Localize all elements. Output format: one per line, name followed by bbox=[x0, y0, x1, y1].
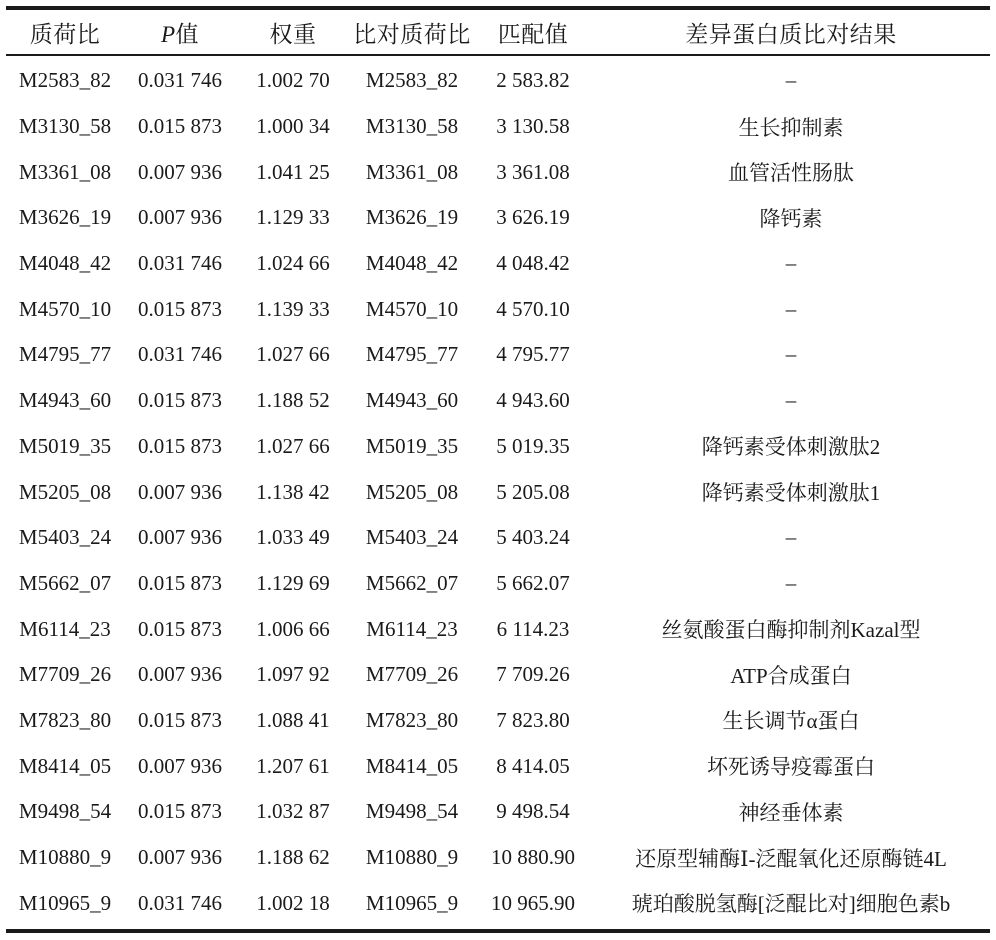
header-p-suffix: 值 bbox=[175, 21, 200, 47]
table-row bbox=[6, 743, 990, 789]
cell-compare-mz: M5019_35 bbox=[365, 433, 459, 458]
table-row bbox=[6, 286, 990, 332]
cell-weight: 1.207 61 bbox=[256, 753, 330, 778]
table-row bbox=[6, 469, 990, 515]
cell-weight: 1.139 33 bbox=[256, 296, 330, 321]
cell-result: – bbox=[785, 570, 797, 595]
cell-match-value: 4 048.42 bbox=[496, 251, 570, 276]
cell-p-value: 0.031 746 bbox=[138, 68, 222, 93]
cell-result: 神经垂体素 bbox=[738, 800, 844, 825]
cell-weight: 1.041 25 bbox=[256, 159, 330, 184]
cell-p-value: 0.007 936 bbox=[138, 159, 222, 184]
cell-match-value: 5 205.08 bbox=[496, 479, 570, 504]
cell-compare-mz: M4795_77 bbox=[365, 342, 459, 367]
cell-weight: 1.129 69 bbox=[256, 570, 330, 595]
table-row bbox=[6, 835, 990, 881]
cell-mz: M3130_58 bbox=[18, 114, 112, 139]
cell-compare-mz: M10965_9 bbox=[365, 890, 459, 915]
bottom-rule bbox=[6, 929, 990, 933]
table-row bbox=[6, 652, 990, 698]
cell-result: 降钙素受体刺激肽1 bbox=[701, 481, 881, 506]
table-row bbox=[6, 606, 990, 652]
cell-match-value: 3 130.58 bbox=[496, 114, 570, 139]
table-row bbox=[6, 515, 990, 561]
header-weight: 权重 bbox=[269, 21, 317, 47]
cell-weight: 1.097 92 bbox=[256, 662, 330, 687]
cell-weight: 1.138 42 bbox=[256, 479, 330, 504]
table-row bbox=[6, 54, 990, 104]
cell-p-value: 0.015 873 bbox=[138, 570, 222, 595]
cell-p-value: 0.015 873 bbox=[138, 433, 222, 458]
cell-p-value: 0.031 746 bbox=[138, 890, 222, 915]
cell-mz: M4943_60 bbox=[18, 388, 112, 413]
cell-result: 血管活性肠肽 bbox=[728, 161, 854, 186]
cell-p-value: 0.007 936 bbox=[138, 525, 222, 550]
table-row bbox=[6, 698, 990, 744]
cell-p-value: 0.015 873 bbox=[138, 388, 222, 413]
cell-compare-mz: M10880_9 bbox=[365, 845, 459, 870]
cell-mz: M3626_19 bbox=[18, 205, 112, 230]
header-row bbox=[6, 10, 990, 54]
cell-result: ATP合成蛋白 bbox=[730, 663, 852, 688]
cell-compare-mz: M7709_26 bbox=[365, 662, 459, 687]
cell-compare-mz: M3626_19 bbox=[365, 205, 459, 230]
cell-mz: M4570_10 bbox=[18, 296, 112, 321]
cell-mz: M5019_35 bbox=[18, 433, 112, 458]
cell-mz: M4048_42 bbox=[18, 251, 112, 276]
cell-weight: 1.027 66 bbox=[256, 342, 330, 367]
cell-weight: 1.027 66 bbox=[256, 433, 330, 458]
table-row bbox=[6, 789, 990, 835]
cell-weight: 1.188 62 bbox=[256, 845, 330, 870]
table-body bbox=[6, 54, 990, 926]
cell-match-value: 3 361.08 bbox=[496, 159, 570, 184]
cell-weight: 1.129 33 bbox=[256, 205, 330, 230]
cell-compare-mz: M2583_82 bbox=[365, 68, 459, 93]
protein-comparison-table bbox=[6, 10, 990, 926]
table-row bbox=[6, 424, 990, 470]
table-row bbox=[6, 332, 990, 378]
cell-result: – bbox=[785, 525, 797, 550]
cell-p-value: 0.007 936 bbox=[138, 753, 222, 778]
header-result: 差异蛋白质比对结果 bbox=[685, 21, 897, 47]
cell-mz: M5205_08 bbox=[18, 479, 112, 504]
cell-weight: 1.188 52 bbox=[256, 388, 330, 413]
cell-result: 生长抑制素 bbox=[738, 115, 844, 140]
table-row bbox=[6, 880, 990, 926]
cell-result: 降钙素 bbox=[759, 206, 823, 231]
cell-weight: 1.033 49 bbox=[256, 525, 330, 550]
cell-mz: M9498_54 bbox=[18, 799, 112, 824]
cell-compare-mz: M4048_42 bbox=[365, 251, 459, 276]
cell-p-value: 0.007 936 bbox=[138, 205, 222, 230]
cell-match-value: 5 662.07 bbox=[496, 570, 570, 595]
cell-compare-mz: M6114_23 bbox=[366, 616, 458, 641]
cell-compare-mz: M7823_80 bbox=[365, 707, 459, 732]
cell-weight: 1.002 70 bbox=[256, 68, 330, 93]
cell-weight: 1.006 66 bbox=[256, 616, 330, 641]
cell-compare-mz: M9498_54 bbox=[365, 799, 459, 824]
cell-result: – bbox=[785, 388, 797, 413]
table-row bbox=[6, 561, 990, 607]
cell-p-value: 0.007 936 bbox=[138, 479, 222, 504]
cell-mz: M3361_08 bbox=[18, 159, 112, 184]
cell-weight: 1.024 66 bbox=[256, 251, 330, 276]
cell-match-value: 7 709.26 bbox=[496, 662, 570, 687]
cell-mz: M4795_77 bbox=[18, 342, 112, 367]
table-row bbox=[6, 104, 990, 150]
cell-weight: 1.002 18 bbox=[256, 890, 330, 915]
cell-compare-mz: M8414_05 bbox=[365, 753, 459, 778]
table-row bbox=[6, 241, 990, 287]
cell-match-value: 5 403.24 bbox=[496, 525, 570, 550]
header-p-value bbox=[124, 10, 236, 54]
cell-result: – bbox=[785, 251, 797, 276]
cell-result: 丝氨酸蛋白酶抑制剂Kazal型 bbox=[661, 618, 921, 643]
cell-mz: M6114_23 bbox=[19, 616, 111, 641]
cell-p-value: 0.007 936 bbox=[138, 662, 222, 687]
cell-compare-mz: M4943_60 bbox=[365, 388, 459, 413]
cell-compare-mz: M3361_08 bbox=[365, 159, 459, 184]
header-mz: 质荷比 bbox=[29, 21, 101, 47]
cell-result: – bbox=[785, 342, 797, 367]
cell-mz: M10880_9 bbox=[18, 845, 112, 870]
cell-mz: M5662_07 bbox=[18, 570, 112, 595]
cell-p-value: 0.015 873 bbox=[138, 799, 222, 824]
cell-mz: M10965_9 bbox=[18, 890, 112, 915]
cell-p-value: 0.031 746 bbox=[138, 251, 222, 276]
cell-weight: 1.032 87 bbox=[256, 799, 330, 824]
cell-match-value: 6 114.23 bbox=[496, 616, 570, 641]
cell-compare-mz: M4570_10 bbox=[365, 296, 459, 321]
cell-p-value: 0.015 873 bbox=[138, 616, 222, 641]
cell-p-value: 0.015 873 bbox=[138, 114, 222, 139]
cell-mz: M2583_82 bbox=[18, 68, 112, 93]
cell-compare-mz: M5662_07 bbox=[365, 570, 459, 595]
table-row bbox=[6, 149, 990, 195]
cell-match-value: 2 583.82 bbox=[496, 68, 570, 93]
cell-compare-mz: M5205_08 bbox=[365, 479, 459, 504]
cell-mz: M8414_05 bbox=[18, 753, 112, 778]
cell-match-value: 4 795.77 bbox=[496, 342, 570, 367]
cell-match-value: 7 823.80 bbox=[496, 707, 570, 732]
cell-result: 降钙素受体刺激肽2 bbox=[701, 435, 881, 460]
cell-p-value: 0.015 873 bbox=[138, 296, 222, 321]
cell-result: – bbox=[785, 296, 797, 321]
cell-match-value: 8 414.05 bbox=[496, 753, 570, 778]
cell-match-value: 3 626.19 bbox=[496, 205, 570, 230]
cell-match-value: 4 943.60 bbox=[496, 388, 570, 413]
cell-mz: M7823_80 bbox=[18, 707, 112, 732]
cell-mz: M7709_26 bbox=[18, 662, 112, 687]
header-compare-mz: 比对质荷比 bbox=[353, 21, 471, 47]
cell-result: 琥珀酸脱氢酶[泛醌比对]细胞色素b bbox=[631, 892, 951, 917]
cell-compare-mz: M5403_24 bbox=[365, 525, 459, 550]
cell-match-value: 10 965.90 bbox=[491, 890, 575, 915]
header-p-italic: P bbox=[160, 21, 176, 47]
cell-weight: 1.088 41 bbox=[256, 707, 330, 732]
cell-result: – bbox=[785, 68, 797, 93]
cell-p-value: 0.007 936 bbox=[138, 845, 222, 870]
cell-mz: M5403_24 bbox=[18, 525, 112, 550]
header-match-value: 匹配值 bbox=[497, 21, 569, 47]
cell-match-value: 9 498.54 bbox=[496, 799, 570, 824]
cell-compare-mz: M3130_58 bbox=[365, 114, 459, 139]
cell-match-value: 10 880.90 bbox=[491, 845, 575, 870]
table-row bbox=[6, 195, 990, 241]
cell-result: 生长调节α蛋白 bbox=[722, 709, 860, 734]
cell-p-value: 0.031 746 bbox=[138, 342, 222, 367]
cell-match-value: 4 570.10 bbox=[496, 296, 570, 321]
cell-p-value: 0.015 873 bbox=[138, 707, 222, 732]
cell-weight: 1.000 34 bbox=[256, 114, 330, 139]
cell-match-value: 5 019.35 bbox=[496, 433, 570, 458]
table-row bbox=[6, 378, 990, 424]
cell-result: 还原型辅酶Ⅰ-泛醌氧化还原酶链4L bbox=[635, 846, 947, 871]
cell-result: 坏死诱导疫霉蛋白 bbox=[707, 755, 875, 780]
